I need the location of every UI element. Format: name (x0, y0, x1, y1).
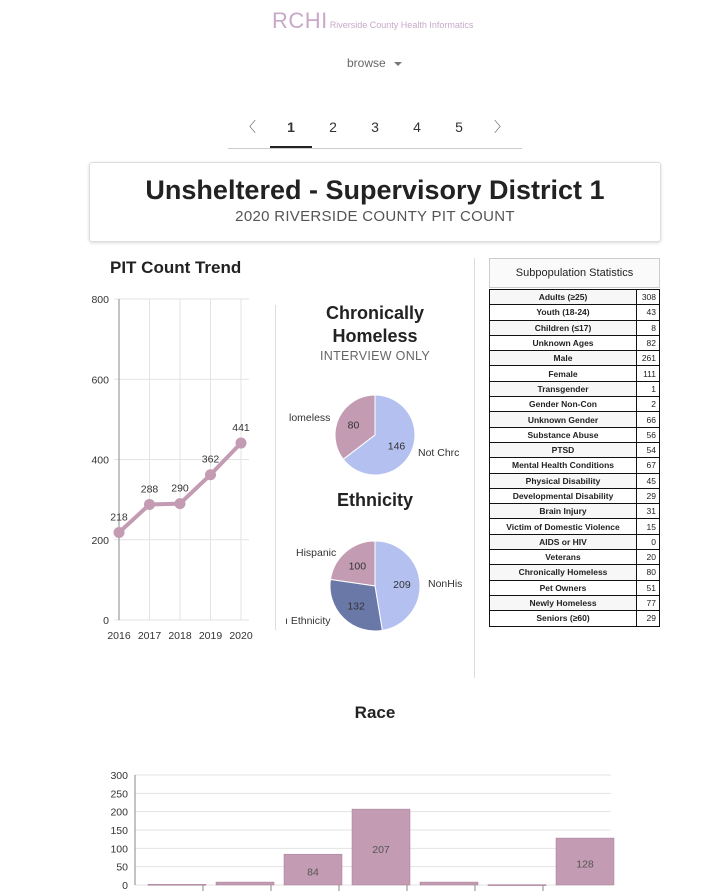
trend-ytick-label: 800 (91, 294, 109, 306)
stats-row (490, 305, 660, 320)
trend-ytick-label: 200 (91, 534, 109, 547)
stats-value: 8 (637, 320, 660, 335)
stats-value: 82 (637, 335, 660, 350)
subpopulation-stats (489, 258, 660, 627)
chronic-note: INTERVIEW ONLY (319, 349, 430, 363)
stats-value: 20 (637, 550, 660, 565)
chronic-title-line2: Homeless (332, 326, 418, 346)
caret-down-icon (394, 62, 402, 66)
stats-row (490, 565, 660, 580)
trend-xtick-label: 2020 (229, 630, 253, 642)
trend-point-label: 218 (110, 511, 128, 524)
title-card (89, 162, 661, 242)
trend-title: PIT Count Trend (110, 258, 242, 277)
race-ytick-label: 0 (122, 880, 128, 892)
stats-row (490, 595, 660, 610)
trend-point-label: 362 (201, 453, 220, 466)
stats-row (490, 366, 660, 381)
page-3-button[interactable]: 3 (371, 119, 379, 135)
pie-value-label: 209 (393, 578, 411, 591)
stats-label: Gender Non-Con (490, 397, 637, 412)
stats-value: 54 (637, 442, 660, 457)
trend-point-label: 441 (232, 422, 250, 435)
stats-label: PTSD (490, 442, 637, 457)
stats-label: Physical Disability (490, 473, 637, 488)
trend-point-label: 288 (140, 483, 159, 496)
trend-xtick-label: 2017 (137, 630, 162, 642)
stats-row (490, 611, 660, 626)
stats-row (490, 427, 660, 442)
stats-row (490, 458, 660, 473)
stats-row (490, 534, 660, 549)
next-page-button[interactable]: 〉 (494, 119, 508, 135)
chronic-pie (285, 385, 465, 485)
brand-subtitle: Riverside County Health Informatics (329, 20, 474, 30)
stats-row (490, 504, 660, 519)
stats-label: Substance Abuse (490, 427, 637, 442)
stats-value: 15 (637, 519, 660, 534)
pie-value-label: 100 (348, 560, 367, 573)
stats-label: Female (490, 366, 637, 381)
stats-row (490, 488, 660, 503)
trend-xtick-label: 2018 (168, 630, 192, 642)
stats-value: 43 (637, 305, 660, 320)
stats-label: Unknown Ages (490, 335, 637, 350)
stats-label: Male (490, 351, 637, 366)
stats-row (490, 473, 660, 488)
stats-row (490, 320, 660, 335)
brand-header[interactable] (272, 8, 473, 34)
stats-label: Newly Homeless (490, 595, 637, 610)
race-bar-label: 84 (307, 866, 319, 879)
stats-label: Youth (18-24) (490, 305, 637, 320)
stats-value: 77 (637, 595, 660, 610)
race-bar (148, 884, 206, 885)
stats-title: Subpopulation Statistics (489, 258, 660, 288)
race-chart (100, 765, 640, 892)
divider-right (474, 258, 475, 678)
stats-value: 51 (637, 580, 660, 595)
race-bar (488, 885, 546, 886)
chronic-title (300, 302, 450, 348)
trend-point (144, 499, 155, 510)
stats-row (490, 351, 660, 366)
page-5-button[interactable]: 5 (455, 119, 463, 135)
ethnicity-label-nonhispanic: NonHis (428, 578, 463, 590)
trend-point (175, 498, 186, 509)
brand-logo[interactable]: RCHI (272, 8, 328, 33)
trend-point-label: 290 (171, 482, 189, 495)
stats-label: Veterans (490, 550, 637, 565)
ethnicity-label-unknown: ı Ethnicity (285, 615, 331, 627)
ethnicity-title: Ethnicity (336, 490, 413, 510)
stats-value: 29 (637, 611, 660, 626)
race-ytick-label: 100 (110, 843, 128, 856)
chronic-label-right: Not Chrc (418, 447, 460, 459)
race-bar-label: 128 (576, 858, 594, 871)
race-title: Race (354, 703, 396, 722)
trend-ytick-label: 0 (103, 615, 109, 627)
stats-value: 0 (637, 534, 660, 549)
stats-label: Transgender (490, 381, 637, 396)
page-subtitle: 2020 RIVERSIDE COUNTY PIT COUNT (235, 208, 515, 225)
race-ytick-label: 250 (110, 788, 128, 801)
chronic-title-line1: Chronically (325, 303, 425, 323)
stats-value: 308 (637, 290, 660, 305)
race-bar (216, 882, 274, 885)
trend-ytick-label: 600 (91, 374, 109, 387)
trend-point (205, 469, 216, 480)
stats-value: 1 (637, 381, 660, 396)
trend-xtick-label: 2016 (107, 630, 131, 642)
stats-label: Adults (≥25) (490, 290, 637, 305)
stats-value: 66 (637, 412, 660, 427)
stats-value: 2 (637, 397, 660, 412)
page-1-button[interactable]: 1 (270, 112, 312, 148)
trend-point (236, 438, 247, 449)
stats-row (490, 519, 660, 534)
stats-value: 29 (637, 488, 660, 503)
stats-value: 111 (637, 366, 660, 381)
pie-value-label: 146 (387, 440, 406, 453)
stats-label: Pet Owners (490, 580, 637, 595)
pie-value-label: 80 (347, 419, 360, 432)
stats-row (490, 412, 660, 427)
trend-point (114, 527, 125, 538)
trend-ytick-label: 400 (91, 454, 109, 467)
prev-page-button[interactable]: 〈 (242, 119, 256, 135)
stats-label: Seniors (≥60) (490, 611, 637, 626)
page-2-button[interactable]: 2 (329, 119, 337, 135)
stats-table (489, 289, 660, 627)
stats-label: Developmental Disability (490, 488, 637, 503)
stats-label: Chronically Homeless (490, 565, 637, 580)
stats-row (490, 335, 660, 350)
divider-left (275, 305, 276, 630)
race-ytick-label: 200 (110, 806, 128, 819)
page-4-button[interactable]: 4 (413, 119, 421, 135)
stats-row (490, 580, 660, 595)
race-ytick-label: 50 (116, 861, 128, 874)
stats-row (490, 442, 660, 457)
stats-row (490, 290, 660, 305)
page-title: Unsheltered - Supervisory District 1 (145, 175, 605, 205)
trend-chart (82, 290, 272, 645)
stats-label: Unknown Gender (490, 412, 637, 427)
stats-label: Victim of Domestic Violence (490, 519, 637, 534)
stats-value: 261 (637, 351, 660, 366)
race-bar (420, 882, 478, 885)
trend-xtick-label: 2019 (198, 630, 223, 642)
stats-row (490, 550, 660, 565)
stats-value: 45 (637, 473, 660, 488)
stats-value: 67 (637, 458, 660, 473)
browse-label: browse (347, 56, 386, 70)
stats-row (490, 381, 660, 396)
pie-value-label: 132 (347, 600, 365, 613)
stats-label: Mental Health Conditions (490, 458, 637, 473)
race-ytick-label: 150 (110, 825, 128, 837)
stats-row (490, 397, 660, 412)
stats-label: Children (≤17) (490, 320, 637, 335)
chronic-label-left: lomeless (289, 412, 331, 424)
race-bar-label: 207 (372, 844, 390, 857)
ethnicity-label-hispanic: Hispanic (296, 547, 337, 559)
stats-value: 31 (637, 504, 660, 519)
browse-dropdown[interactable] (347, 56, 402, 70)
stats-label: Brain Injury (490, 504, 637, 519)
stats-value: 80 (637, 565, 660, 580)
stats-label: AIDS or HIV (490, 534, 637, 549)
stats-value: 56 (637, 427, 660, 442)
pagination (228, 112, 522, 149)
race-ytick-label: 300 (110, 770, 128, 782)
ethnicity-pie (285, 533, 465, 638)
